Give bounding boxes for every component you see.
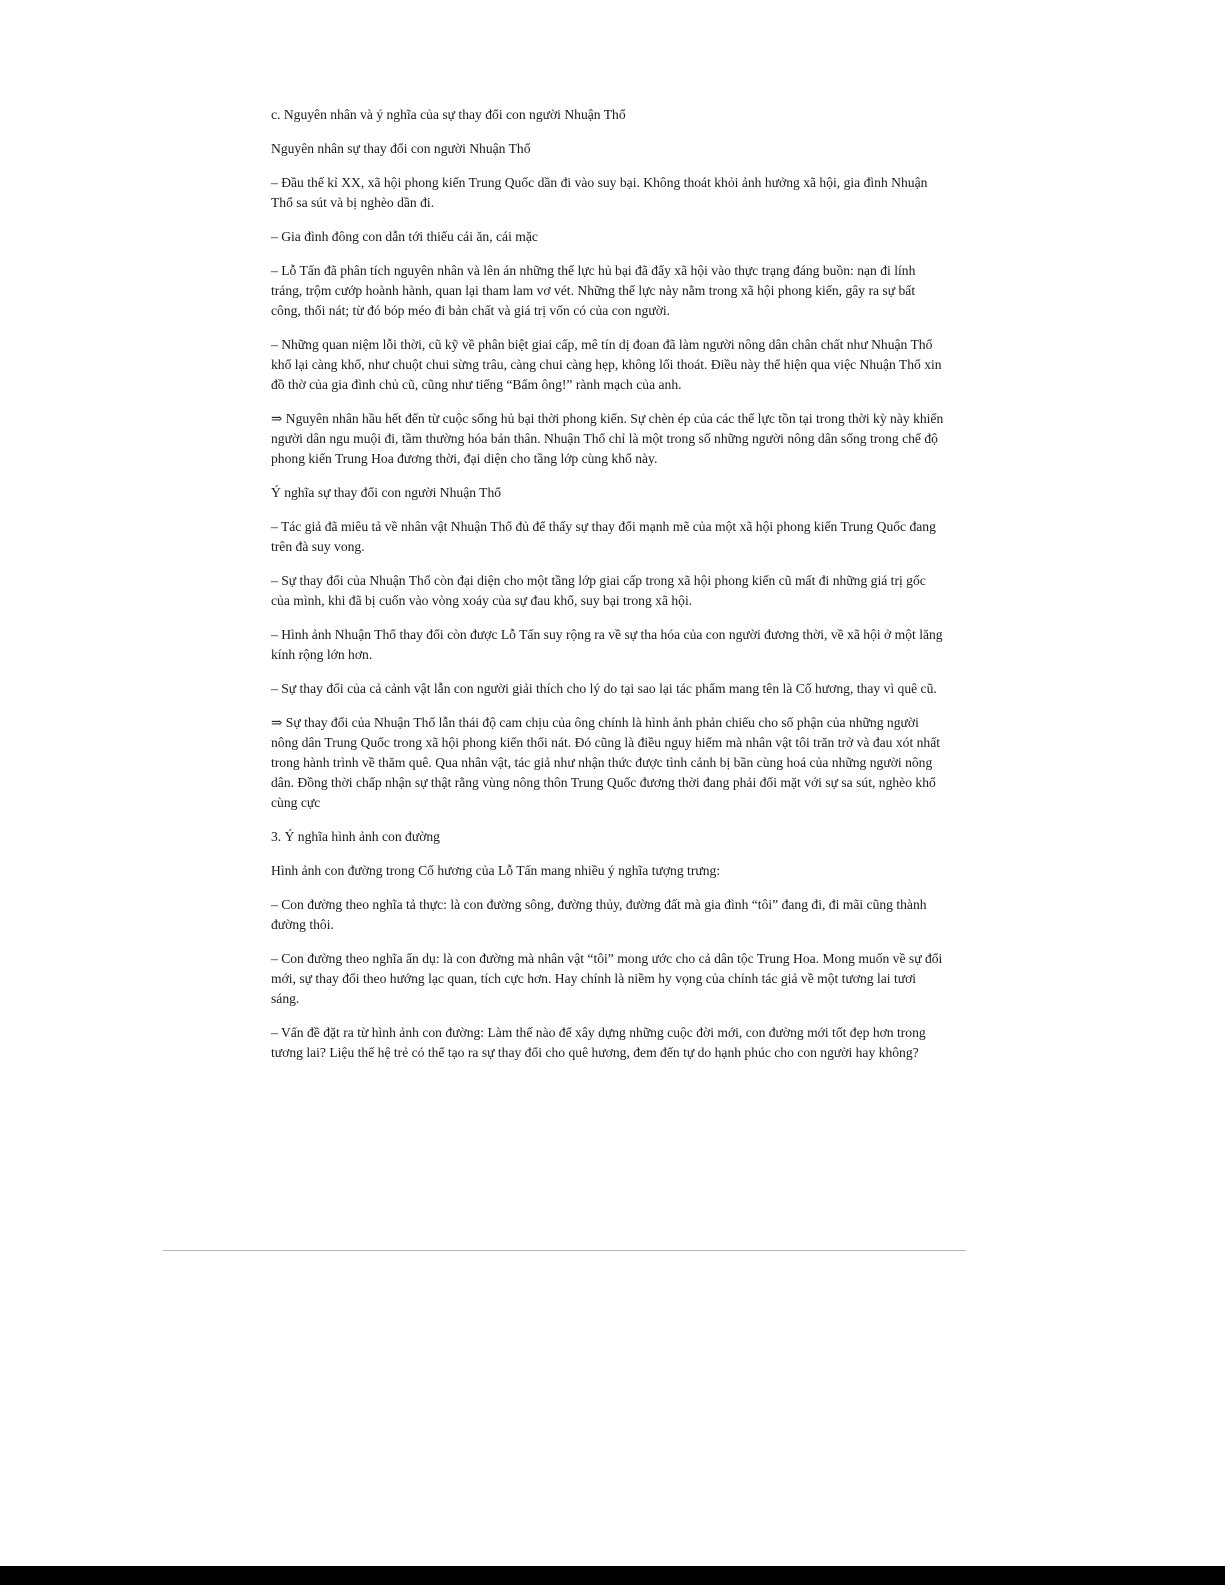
paragraph-conclusion: ⇒ Sự thay đổi của Nhuận Thổ lẫn thái độ cam chịu của ông chính là hình ảnh phản chiếu cho số phận của những người nông dân Trung Quốc trong xã hội phong kiến thối nát. Đó cũng là điều nguy hiểm mà nhân vật tôi trăn trở và đau xót nhất trong hành trình về thăm quê. Qua nhân vật, tác giả như nhận thức được tình cảnh bị bần cùng hoá của những người nông dân. Đồng thời chấp nhận sự thật rằng vùng nông thôn Trung Quốc đương thời đang phải đối mặt với sự sa sút, nghèo khổ cùng cực: [271, 715, 941, 810]
paragraph: – Lỗ Tấn đã phân tích nguyên nhân và lên án những thế lực hủ bại đã đẩy xã hội vào thực trạng đáng buồn: nạn đi lính tráng, trộm cướp hoành hành, quan lại tham lam vơ vét. Những thế lực này nằm trong xã hội phong kiến, gây ra sự bất công, thối nát; từ đó bóp méo đi bản chất và giá trị vốn có của con người.: [271, 263, 916, 318]
paragraph: – Con đường theo nghĩa ẩn dụ: là con đường mà nhân vật “tôi” mong ước cho cả dân tộc Trung Hoa. Mong muốn về sự đổi mới, sự thay đổi theo hướng lạc quan, tích cực hơn. Hay chính là niềm hy vọng của chính tác giả về một tương lai tươi sáng.: [271, 951, 943, 1006]
paragraph: – Con đường theo nghĩa tả thực: là con đường sông, đường thủy, đường đất mà gia đình “tôi” đang đi, đi mãi cũng thành đường thôi.: [271, 897, 927, 932]
paragraph: – Đầu thế kỉ XX, xã hội phong kiến Trung Quốc dần đi vào suy bại. Không thoát khỏi ảnh hưởng xã hội, gia đình Nhuận Thổ sa sút và bị nghèo dần đi.: [271, 175, 928, 210]
paragraph: – Gia đình đông con dẫn tới thiếu cái ăn, cái mặc: [271, 229, 538, 244]
document-body: [271, 105, 947, 1077]
paragraph: – Tác giả đã miêu tả về nhân vật Nhuận Thổ đủ để thấy sự thay đổi mạnh mẽ của một xã hội phong kiến Trung Quốc đang trên đà suy vong.: [271, 519, 936, 554]
paragraph: – Sự thay đổi của Nhuận Thổ còn đại diện cho một tầng lớp giai cấp trong xã hội phong kiến cũ mất đi những giá trị gốc của mình, khi đã bị cuốn vào vòng xoáy của sự đau khổ, suy bại trong xã hội.: [271, 573, 926, 608]
page-divider: [163, 1250, 966, 1251]
paragraph: Hình ảnh con đường trong Cố hương của Lỗ Tấn mang nhiều ý nghĩa tượng trưng:: [271, 863, 721, 878]
paragraph: – Vấn đề đặt ra từ hình ảnh con đường: Làm thế nào để xây dựng những cuộc đời mới, con đường mới tốt đẹp hơn trong tương lai? Liệu thế hệ trẻ có thể tạo ra sự thay đổi cho quê hương, đem đến tự do hạnh phúc cho con người hay không?: [271, 1025, 926, 1060]
bottom-edge-bar: [0, 1566, 1225, 1585]
section-heading: 3. Ý nghĩa hình ảnh con đường: [271, 829, 440, 844]
paragraph: – Hình ảnh Nhuận Thổ thay đổi còn được Lỗ Tấn suy rộng ra về sự tha hóa của con người đương thời, về xã hội ở một lăng kính rộng lớn hơn.: [271, 627, 943, 662]
subsection-heading: c. Nguyên nhân và ý nghĩa của sự thay đổi con người Nhuận Thổ: [271, 107, 626, 122]
subheading-causes: Nguyên nhân sự thay đổi con người Nhuận Thổ: [271, 141, 531, 156]
paragraph-conclusion: ⇒ Nguyên nhân hầu hết đến từ cuộc sống hủ bại thời phong kiến. Sự chèn ép của các thế lực tồn tại trong thời kỳ này khiến người dân ngu muội đi, tầm thường hóa bản thân. Nhuận Thổ chỉ là một trong số những người nông dân sống trong chế độ phong kiến Trung Hoa đương thời, đại diện cho tầng lớp cùng khổ này.: [271, 411, 944, 466]
subheading-meaning: Ý nghĩa sự thay đổi con người Nhuận Thổ: [271, 485, 502, 500]
paragraph: – Những quan niệm lỗi thời, cũ kỹ về phân biệt giai cấp, mê tín dị đoan đã làm người nông dân chân chất như Nhuận Thổ khổ lại càng khổ, như chuột chui sừng trâu, càng chui càng hẹp, không lối thoát. Điều này thể hiện qua việc Nhuận Thổ xin đồ thờ của gia đình chủ cũ, cũng như tiếng “Bẩm ông!” rành mạch của anh.: [271, 337, 942, 392]
paragraph: – Sự thay đổi của cả cảnh vật lẫn con người giải thích cho lý do tại sao lại tác phẩm mang tên là Cố hương, thay vì quê cũ.: [271, 681, 937, 696]
